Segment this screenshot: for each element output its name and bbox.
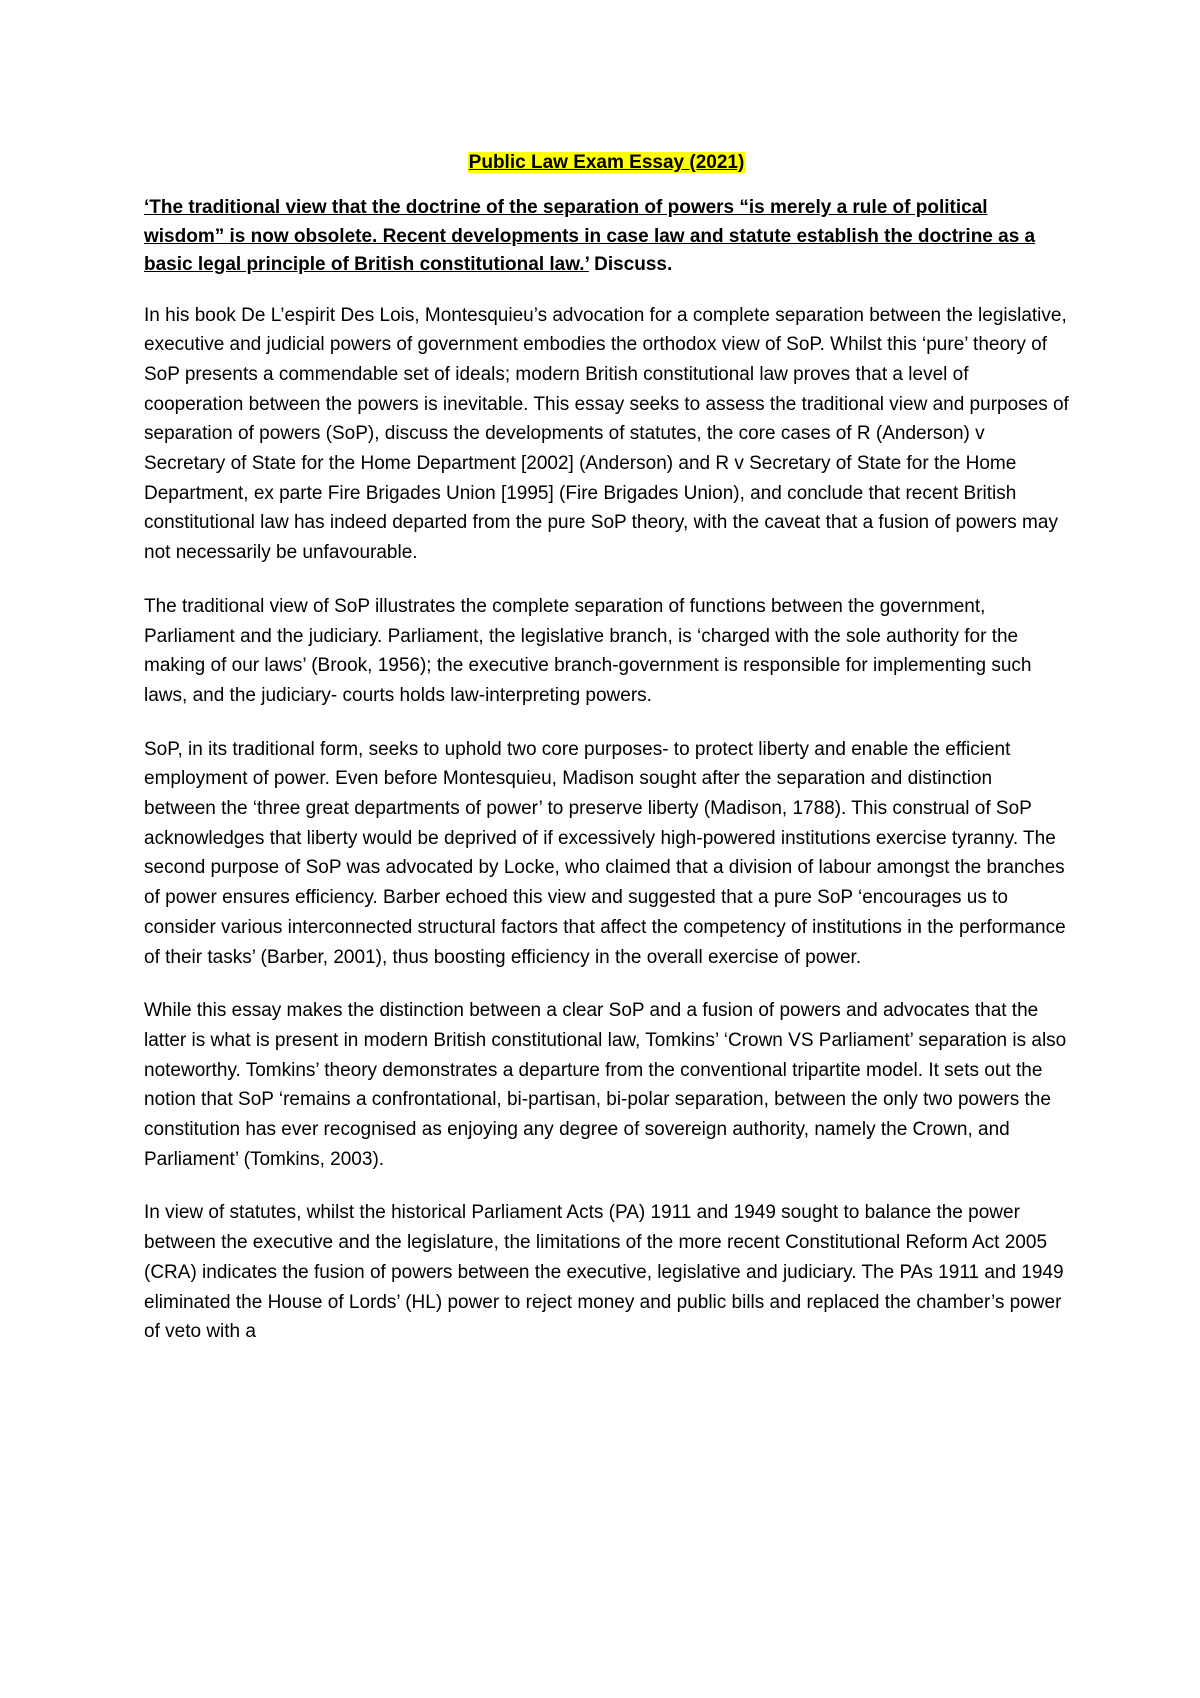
paragraph-purposes: SoP, in its traditional form, seeks to uphold two core purposes- to protect liberty and enable the efficient employment of power. Even before Montesquieu, Madison sought after the separation and distinction between the ‘three great departments of power’ to preserve liberty (Madison, 1788). This construal of SoP acknowledges that liberty would be deprived of if excessively high-powered institutions exercise tyranny. The second purpose of SoP was advocated by Locke, who claimed that a division of labour amongst the branches of power ensures efficiency. Barber echoed this view and suggested that a pure SoP ‘encourages us to consider various interconnected structural factors that affect the competency of institutions in the performance of their tasks’ (Barber, 2001), thus boosting efficiency in the overall exercise of power.	[144, 738, 1066, 968]
essay-question-text: ‘The traditional view that the doctrine of the separation of powers “is merely a rule of political wisdom” is now obsolete. Recent developments in case law and statute establish the doctrine as a basic legal principle of British constitutional law.’	[144, 197, 1036, 275]
document-body	[144, 150, 1069, 1371]
essay-question	[144, 194, 1069, 280]
essay-question-instruction: Discuss.	[588, 254, 673, 275]
paragraph-tomkins: While this essay makes the distinction between a clear SoP and a fusion of powers and advocates that the latter is what is present in modern British constitutional law, Tomkins’ ‘Crown VS Parliament’ separation is also noteworthy. Tomkins’ theory demonstrates a departure from the conventional tripartite model. It sets out the notion that SoP ‘remains a confrontational, bi-partisan, bi-polar separation, between the only two powers the constitution has ever recognised as enjoying any degree of sovereign authority, namely the Crown, and Parliament’ (Tomkins, 2003).	[144, 1000, 1067, 1170]
document-title: Public Law Exam Essay (2021)	[468, 152, 745, 173]
paragraph-statutes: In view of statutes, whilst the historical Parliament Acts (PA) 1911 and 1949 sought to balance the power between the executive and the legislature, the limitations of the more recent Constitutional Reform Act 2005 (CRA) indicates the fusion of powers between the executive, legislative and judiciary. The PAs 1911 and 1949 eliminated the House of Lords’ (HL) power to reject money and public bills and replaced the chamber’s power of veto with a	[144, 1202, 1064, 1343]
paragraph-traditional-view: The traditional view of SoP illustrates the complete separation of functions between the government, Parliament and the judiciary. Parliament, the legislative branch, is ‘charged with the sole authority for the making of our laws’ (Brook, 1956); the executive branch-government is responsible for implementing such laws, and the judiciary- courts holds law-interpreting powers.	[144, 595, 1032, 706]
paragraph-introduction: In his book De L’espirit Des Lois, Montesquieu’s advocation for a complete separation between the legislative, executive and judicial powers of government embodies the orthodox view of SoP. Whilst this ‘pure’ theory of SoP presents a commendable set of ideals; modern British constitutional law proves that a level of cooperation between the powers is inevitable. This essay seeks to assess the traditional view and purposes of separation of powers (SoP), discuss the developments of statutes, the core cases of R (Anderson) v Secretary of State for the Home Department [2002] (Anderson) and R v Secretary of State for the Home Department, ex parte Fire Brigades Union [1995] (Fire Brigades Union), and conclude that recent British constitutional law has indeed departed from the pure SoP theory, with the caveat that a fusion of powers may not necessarily be unfavourable.	[144, 304, 1069, 564]
title-line	[144, 150, 1069, 176]
